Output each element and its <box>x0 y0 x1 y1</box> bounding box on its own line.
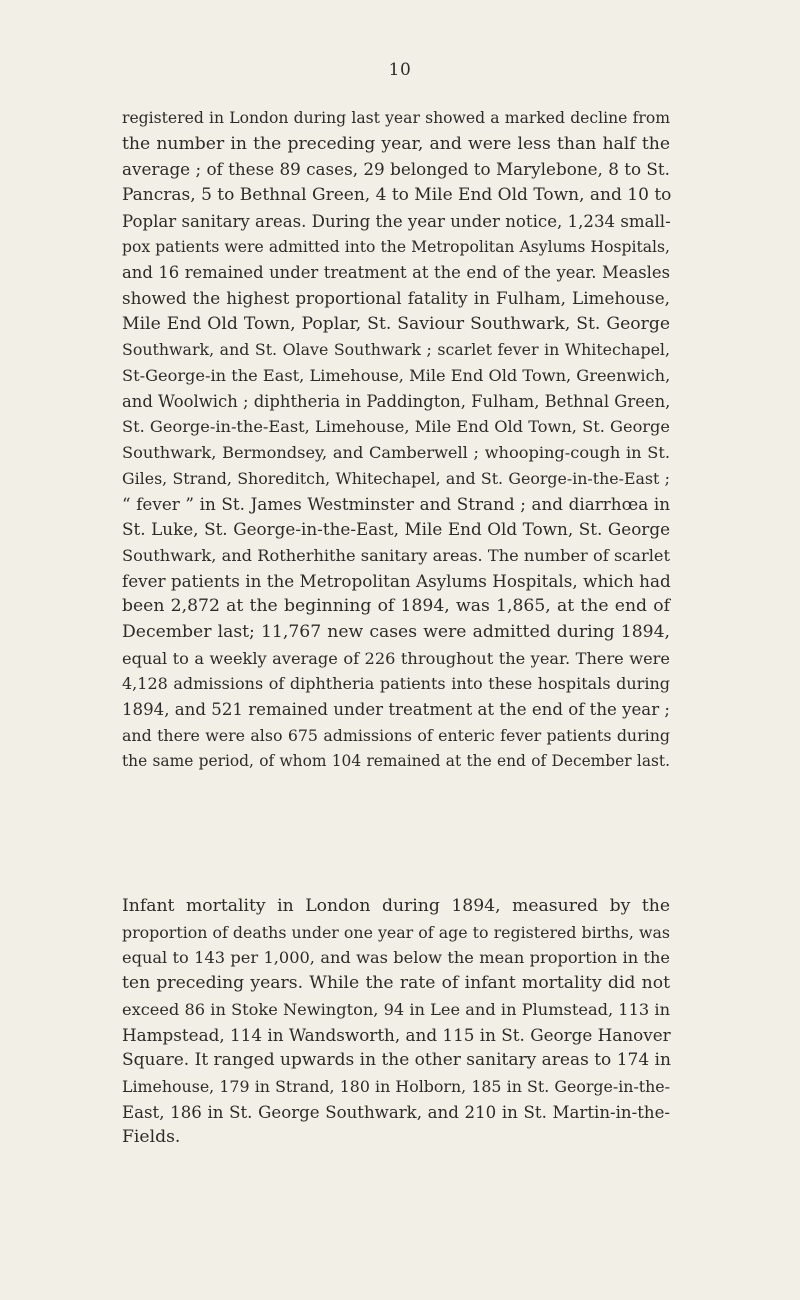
text-line: St. Luke, St. George-in-the-East, Mile End Old Town, St. George <box>122 519 670 540</box>
text-line: Giles, Strand, Shoreditch, Whitechapel, and St. George-in-the-East ; <box>122 468 670 488</box>
text-line: Limehouse, 179 in Strand, 180 in Holborn, 185 in St. George-in-the- <box>122 1076 670 1096</box>
text-line: equal to 143 per 1,000, and was below the mean proportion in the <box>122 948 670 968</box>
text-line: St-George-in the East, Limehouse, Mile End Old Town, Greenwich, <box>122 366 671 386</box>
text-line: the same period, of whom 104 remained at the end of December last. <box>122 751 670 770</box>
text-line: average ; of these 89 cases, 29 belonged to Marylebone, 8 to St. <box>122 159 670 180</box>
text-line: Fields. <box>122 1127 181 1148</box>
text-line: East, 186 in St. George Southwark, and 210 in St. Martin-in-the- <box>122 1102 670 1122</box>
text-line: showed the highest proportional fatality in Fulham, Limehouse, <box>122 287 670 308</box>
text-line: Southwark, Bermondsey, and Camberwell ; whooping-cough in St. <box>122 443 670 463</box>
text-line: December last; 11,767 new cases were admitted during 1894, <box>122 622 670 643</box>
text-line: ten preceding years. While the rate of infant mortality did not <box>122 973 670 994</box>
text-line: 4,128 admissions of diphtheria patients into these hospitals during <box>122 674 670 694</box>
text-line: St. George-in-the-East, Limehouse, Mile End Old Town, St. George <box>122 417 670 437</box>
text-line: and Woolwich ; diphtheria in Paddington, Fulham, Bethnal Green, <box>122 391 671 411</box>
text-line: Poplar sanitary areas. During the year under notice, 1,234 small- <box>122 211 671 231</box>
text-line: Infant mortality in London during 1894, measured by the <box>122 896 670 916</box>
text-line: and there were also 675 admissions of enteric fever patients during <box>122 725 670 745</box>
text-line: Mile End Old Town, Poplar, St. Saviour Southwark, St. George <box>122 313 670 334</box>
page-number: 10 <box>388 60 412 80</box>
text-line: “ fever ” in St. James Westminster and Strand ; and diarrhœa in <box>122 493 670 514</box>
text-line: and 16 remained under treatment at the end of the year. Measles <box>122 263 670 283</box>
paragraph-2 <box>122 894 670 1151</box>
text-line: the number in the preceding year, and were less than half the <box>122 133 670 154</box>
text-line: fever patients in the Metropolitan Asylums Hospitals, which had <box>122 570 671 591</box>
text-line: proportion of deaths under one year of age to registered births, was <box>122 922 670 942</box>
text-line: equal to a weekly average of 226 throughout the year. There were <box>122 648 670 668</box>
text-line: 1894, and 521 remained under treatment at the end of the year ; <box>122 700 670 720</box>
text-line: pox patients were admitted into the Metropolitan Asylums Hospitals, <box>122 237 670 256</box>
text-line: been 2,872 at the beginning of 1894, was 1,865, at the end of <box>122 596 670 617</box>
text-line: Southwark, and St. Olave Southwark ; scarlet fever in Whitechapel, <box>122 340 670 360</box>
text-line: exceed 86 in Stoke Newington, 94 in Lee and in Plumstead, 113 in <box>122 999 670 1019</box>
text-line: registered in London during last year showed a marked decline from <box>122 109 670 127</box>
text-line: Southwark, and Rotherhithe sanitary areas. The number of scarlet <box>122 545 670 565</box>
text-line: Square. It ranged upwards in the other sanitary areas to 174 in <box>122 1050 671 1071</box>
paragraph-1 <box>122 106 670 774</box>
text-line: Hampstead, 114 in Wandsworth, and 115 in St. George Hanover <box>122 1024 671 1045</box>
text-line: Pancras, 5 to Bethnal Green, 4 to Mile End Old Town, and 10 to <box>122 185 672 206</box>
